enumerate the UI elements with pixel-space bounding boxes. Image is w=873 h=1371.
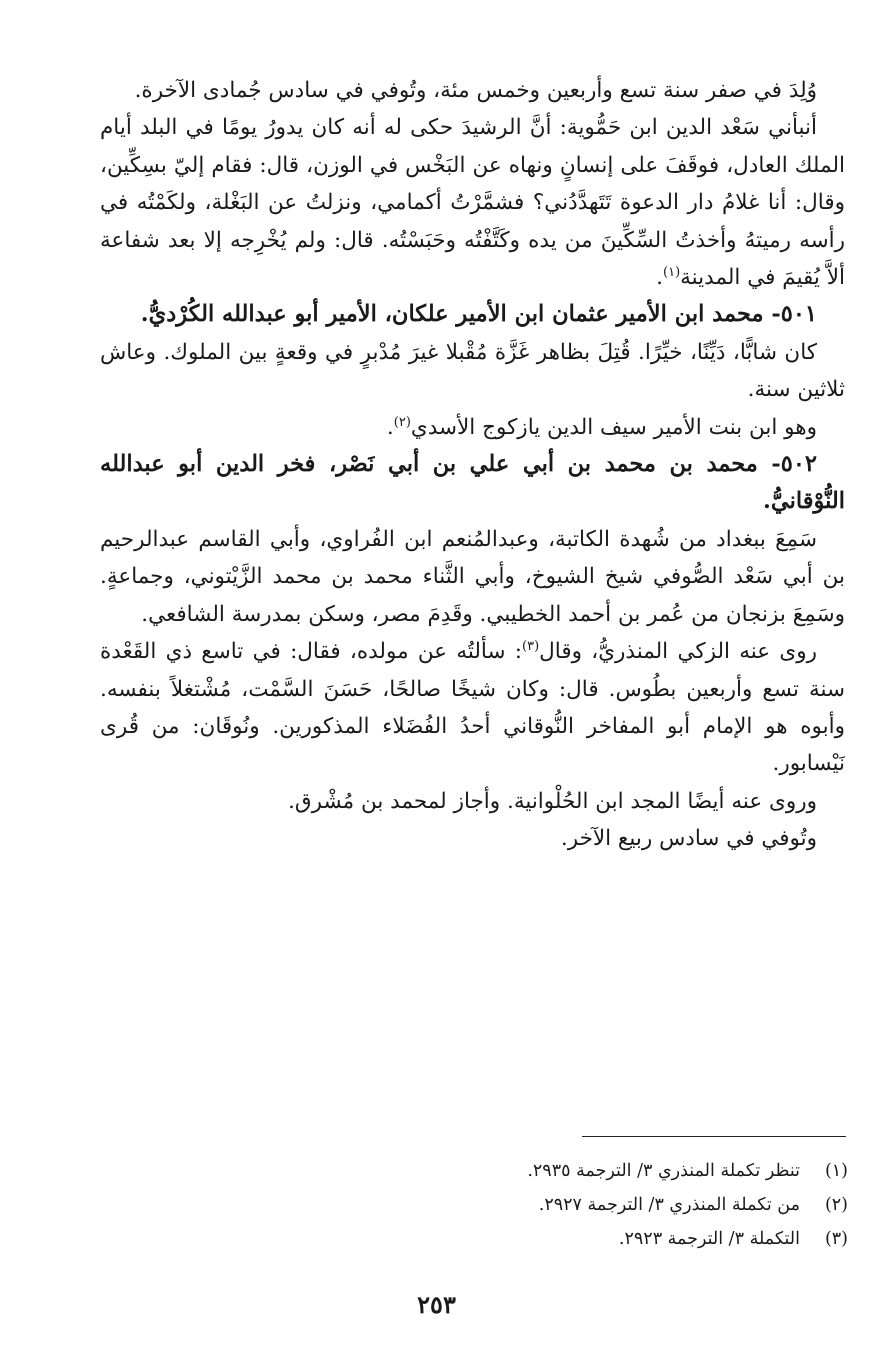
footnote-number: (٢) <box>824 1195 848 1215</box>
paragraph-text: وهو ابن بنت الأمير سيف الدين يازكوج الأسدي <box>410 414 817 440</box>
entry-heading <box>100 446 845 521</box>
footnote-text: تنظر تكملة المنذري ٣/ الترجمة ٢٩٣٥. <box>527 1161 800 1181</box>
paragraph-text: سَمِعَ ببغداد من شُهدة الكاتبة، وعبدالمُنعم ابن الفُراوي، وأبي القاسم عبدالرحيم بن أبي سَعْد الصُّوفي شيخ الشيوخ، وأبي الثَّناء محمد بن محمد الزَّيْتوني، وجماعةٍ. وسَمِعَ بزنجان من عُمر بن أحمد الخطيبي. وقَدِمَ مصر، وسكن بمدرسة الشافعي. <box>100 526 845 627</box>
paragraph-text: أنبأني سَعْد الدين ابن حَمُّوية: أنَّ الرشيدَ حكى له أنه كان يدورُ يومًا في البلد أيام الملك العادل، فوقَفَ على إنسانٍ ونهاه عن البَخْس في الوزن، قال: فقام إليّ بسِكِّين، وقال: أنا غلامُ دار الدعوة تَتَهدَّدُني؟ فشمَّرْتُ أكمامي، ونزلتُ عن البَغْلة، ولكَمْتُه في رأسه رميتهُ وأخذتُ السِّكِّينَ من يده وكَتَّفْتُه وحَبَسْتُه. قال: ولم يُخْرِجه إلا بعد شفاعة ألاَّ يُقيمَ في المدينة <box>100 115 845 291</box>
footnote-text: من تكملة المنذري ٣/ الترجمة ٢٩٢٧. <box>538 1195 800 1215</box>
main-text <box>100 72 845 858</box>
paragraph-text-end: . <box>656 265 664 291</box>
page-number: ٢٥٣ <box>417 1290 456 1319</box>
entry-heading-text: ٥٠٢- محمد بن محمد بن أبي علي بن أبي نَصْر، فخر الدين أبو عبدالله النُّوْقانيُّ. <box>100 451 845 515</box>
footnote-item <box>400 1222 848 1256</box>
paragraph <box>100 783 845 820</box>
paragraph-text: كان شابًّا، دَيِّنًا، خيِّرًا. قُتِلَ بظاهر غَزَّة مُقْبلا غيرَ مُدْبرٍ في وقعةٍ بين الملوك. وعاش ثلاثين سنة. <box>100 339 845 403</box>
footnote-ref[interactable]: (٢) <box>393 414 411 430</box>
footnote-ref[interactable]: (١) <box>663 264 681 280</box>
paragraph-text: وروى عنه أيضًا المجد ابن الحُلْوانية. وأجاز لمحمد بن مُشْرق. <box>288 788 817 814</box>
paragraph <box>100 409 845 446</box>
paragraph <box>100 109 845 296</box>
footnote-divider <box>582 1136 846 1137</box>
paragraph <box>100 72 845 109</box>
footnote-item <box>400 1188 848 1222</box>
footnote-ref[interactable]: (٣) <box>522 638 540 654</box>
paragraph <box>100 334 845 409</box>
footnote-number: (١) <box>824 1161 848 1181</box>
paragraph-text: وُلِدَ في صفر سنة تسع وأربعين وخمس مئة، وتُوفي في سادس جُمادى الآخرة. <box>134 78 817 103</box>
paragraph-text-end: : سألتُه عن مولده، فقال: في تاسع ذي القَعْدة سنة تسع وأربعين بطُوس. قال: وكان شيخًا صالحًا، حَسَنَ السَّمْت، مُشْتغلاً بنفسه. وأبوه هو الإمام أبو المفاخر النُّوقاني أحدُ الفُضَلاء المذكورين. ونُوقَان: من قُرى نَيْسابور. <box>100 639 846 777</box>
entry-heading <box>100 296 845 333</box>
paragraph <box>100 633 845 783</box>
footnote-number: (٣) <box>824 1229 848 1249</box>
entry-heading-text: ٥٠١- محمد ابن الأمير عثمان ابن الأمير علكان، الأمير أبو عبدالله الكُرْديُّ. <box>140 301 817 328</box>
footnotes <box>400 1154 848 1256</box>
paragraph-text-end: . <box>386 414 394 440</box>
paragraph <box>100 521 845 633</box>
footnote-item <box>400 1154 848 1188</box>
paragraph-text: وتُوفي في سادس ربيع الآخر. <box>560 826 817 852</box>
footnote-text: التكملة ٣/ الترجمة ٢٩٢٣. <box>618 1229 800 1249</box>
paragraph-text: روى عنه الزكي المنذريُّ، وقال <box>539 639 817 665</box>
paragraph <box>100 820 845 857</box>
